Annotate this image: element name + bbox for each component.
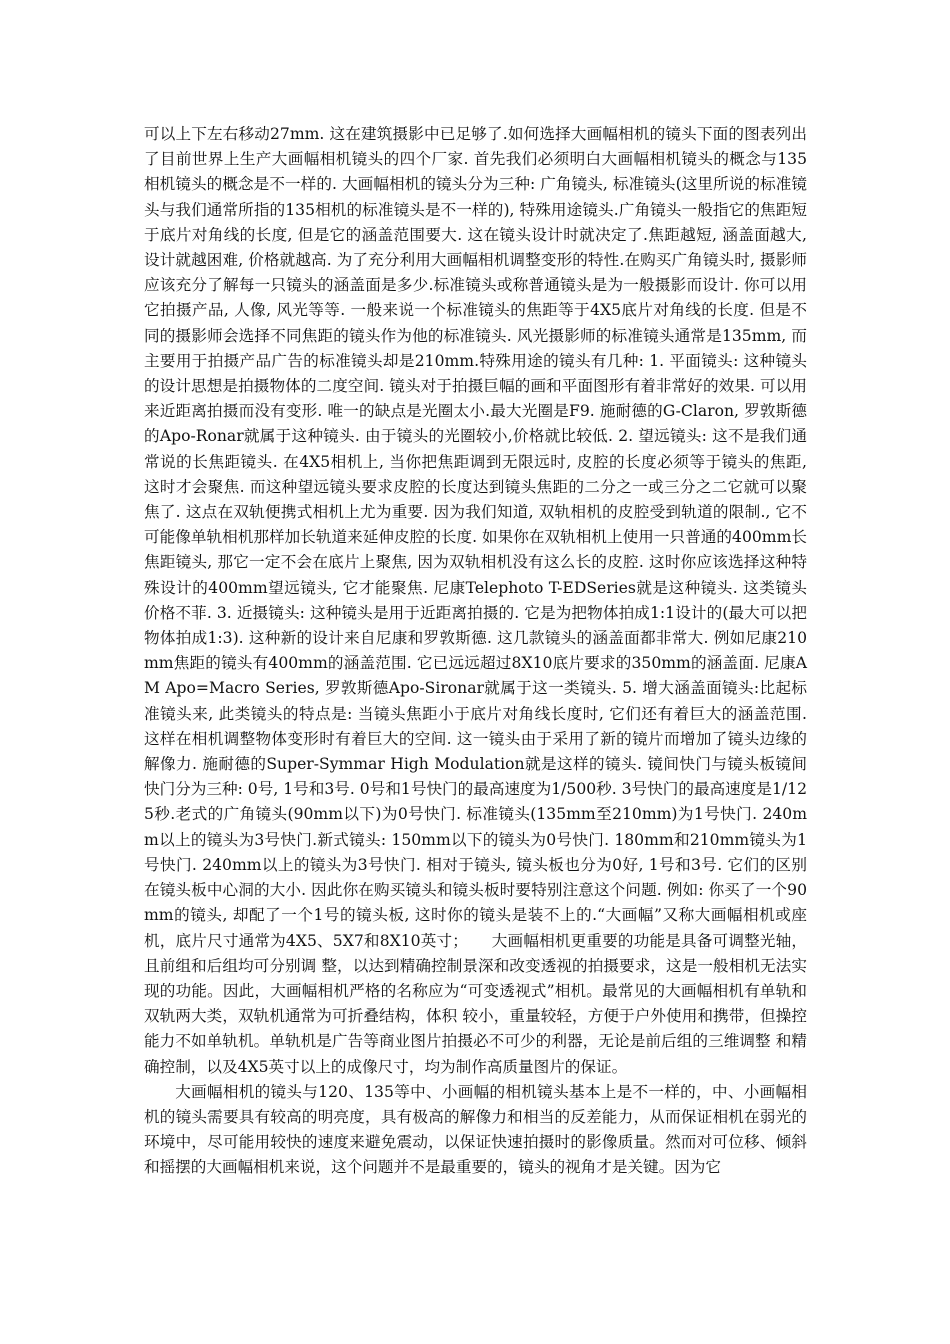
paragraph-2: 大画幅相机的镜头与120、135等中、小画幅的相机镜头基本上是不一样的，中、小画幅相机的镜头需要具有较高的明亮度，具有极高的解像力和相当的反差能力，从而保证相机在弱光的环境中，尽可能用较快的速度来避免震动，以保证快速拍摄时的影像质量。然而对可位移、倾斜和摇摆的大画幅相机来说，这个问题并不是最重要的，镜头的视角才是关键。因为它 [144,1082,807,1177]
body-text [144,122,807,1181]
paragraph-1: 可以上下左右移动27mm. 这在建筑摄影中已足够了.如何选择大画幅相机的镜头下面的图表列出了目前世界上生产大画幅相机镜头的四个厂家. 首先我们必须明白大画幅相机镜头的概念与135相机镜头的概念是不一样的. 大画幅相机的镜头分为三种: 广角镜头, 标准镜头(这里所说的标准镜头与我们通常所指的135相机的标准镜头是不一样的), 特殊用途镜头.广角镜头一般指它的焦距短于底片对角线的长度, 但是它的涵盖范围要大. 这在镜头设计时就决定了.焦距越短, 涵盖面越大, 设计就越困难, 价格就越高. 为了充分利用大画幅相机调整变形的特性.在购买广角镜头时, 摄影师应该充分了解每一只镜头的涵盖面是多少.标准镜头或称普通镜头是为一般摄影而设计. 你可以用它拍摄产品, 人像, 风光等等. 一般来说一个标准镜头的焦距等于4X5底片对角线的长度. 但是不同的摄影师会选择不同焦距的镜头作为他的标准镜头. 风光摄影师的标准镜头通常是135mm, 而主要用于拍摄产品广告的标准镜头却是210mm.特殊用途的镜头有几种: 1. 平面镜头: 这种镜头的设计思想是拍摄物体的二度空间. 镜头对于拍摄巨幅的画和平面图形有着非常好的效果. 可以用来近距离拍摄而没有变形. 唯一的缺点是光圈太小.最大光圈是F9. 施耐德的G-Claron, 罗敦斯德的Apo-Ronar就属于这种镜头. 由于镜头的光圈较小,价格就比较低. 2. 望远镜头: 这不是我们通常说的长焦距镜头. 在4X5相机上, 当你把焦距调到无限远时, 皮腔的长度必须等于镜头的焦距, 这时才会聚焦. 而这种望远镜头要求皮腔的长度达到镜头焦距的二分之一或三分之二它就可以聚焦了. 这点在双轨便携式相机上尤为重要. 因为我们知道, 双轨相机的皮腔受到轨道的限制., 它不可能像单轨相机那样加长轨道来延伸皮腔的长度. 如果你在双轨相机上使用一只普通的400mm长焦距镜头, 那它一定不会在底片上聚焦, 因为双轨相机没有这么长的皮腔. 这时你应该选择这种特殊设计的400mm望远镜头, 它才能聚焦. 尼康Telephoto T-EDSeries就是这种镜头. 这类镜头价格不菲. 3. 近摄镜头: 这种镜头是用于近距离拍摄的. 它是为把物体拍成1:1设计的(最大可以把物体拍成1:3). 这种新的设计来自尼康和罗敦斯德. 这几款镜头的涵盖面都非常大. 例如尼康210mm焦距的镜头有400mm的涵盖范围. 它已远远超过8X10底片要求的350mm的涵盖面. 尼康AM Apo=Macro Series, 罗敦斯德Apo-Sironar就属于这一类镜头. 5. 增大涵盖面镜头:比起标准镜头来, 此类镜头的特点是: 当镜头焦距小于底片对角线长度时, 它们还有着巨大的涵盖范围. 这样在相机调整物体变形时有着巨大的空间. 这一镜头由于采用了新的镜片而增加了镜头边缘的解像力. 施耐德的Super-Symmar High Modulation就是这样的镜头. 镜间快门与镜头板镜间快门分为三种: 0号, 1号和3号. 0号和1号快门的最高速度为1/500秒. 3号快门的最高速度是1/125秒.老式的广角镜头(90mm以下)为0号快门. 标准镜头(135mm至210mm)为1号快门. 240mm以上的镜头为3号快门.新式镜头: 150mm以下的镜头为0号快门. 180mm和210mm镜头为1号快门. 240mm以上的镜头为3号快门. 相对于镜头, 镜头板也分为0好, 1号和3号. 它们的区别在镜头板中心洞的大小. 因此你在购买镜头和镜头板时要特别注意这个问题. 例如: 你买了一个90mm的镜头, 却配了一个1号的镜头板, 这时你的镜头是装不上的.“大画幅”又称大画幅相机或座机，底片尺寸通常为4X5、5X7和8X10英寸； 大画幅相机更重要的功能是具备可调整光轴，且前组和后组均可分别调 整，以达到精确控制景深和改变透视的拍摄要求，这是一般相机无法实现的功能。因此，大画幅相机严格的名称应为“可变透视式”相机。最常见的大画幅相机有单轨和双轨两大类，双轨机通常为可折叠结构，体积 较小，重量较轻，方便于户外使用和携带，但操控能力不如单轨机。单轨机是广告等商业图片拍摄必不可少的利器，无论是前后组的三维调整 和精确控制，以及4X5英寸以上的成像尺寸，均为制作高质量图片的保证。 [144,125,807,1076]
